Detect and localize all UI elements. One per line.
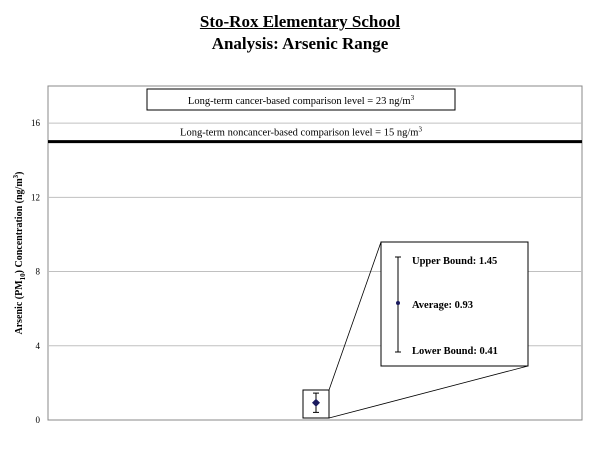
cancer-comparison-label: Long-term cancer-based comparison level = 23 $ng/m^3$ bbox=[187, 94, 415, 107]
y-axis-label: Arsenic $(PM_{10})$ Concentration $(ng/m^3)$ bbox=[12, 171, 27, 335]
callout-upper-label: Upper Bound: 1.45 bbox=[412, 256, 498, 267]
noncancer-comparison-label: Long-term noncancer-based comparison level = 15 $ng/m^3$ bbox=[180, 125, 422, 139]
y-tick-label-4: 4 bbox=[35, 340, 40, 351]
y-axis-ticks bbox=[31, 118, 41, 425]
y-tick-label-16: 16 bbox=[31, 118, 40, 129]
chart-title-line2: Analysis: Arsenic Range bbox=[211, 34, 389, 53]
y-tick-label-0: 0 bbox=[35, 415, 40, 425]
callout-average-label: Average: 0.93 bbox=[412, 300, 474, 311]
y-tick-label-8: 8 bbox=[35, 266, 40, 277]
callout-lower-label: Lower Bound: 0.41 bbox=[412, 346, 498, 357]
y-tick-label-12: 12 bbox=[31, 192, 40, 203]
callout-average-marker bbox=[396, 301, 400, 305]
chart-title-line1: Sto-Rox Elementary School bbox=[199, 12, 401, 31]
